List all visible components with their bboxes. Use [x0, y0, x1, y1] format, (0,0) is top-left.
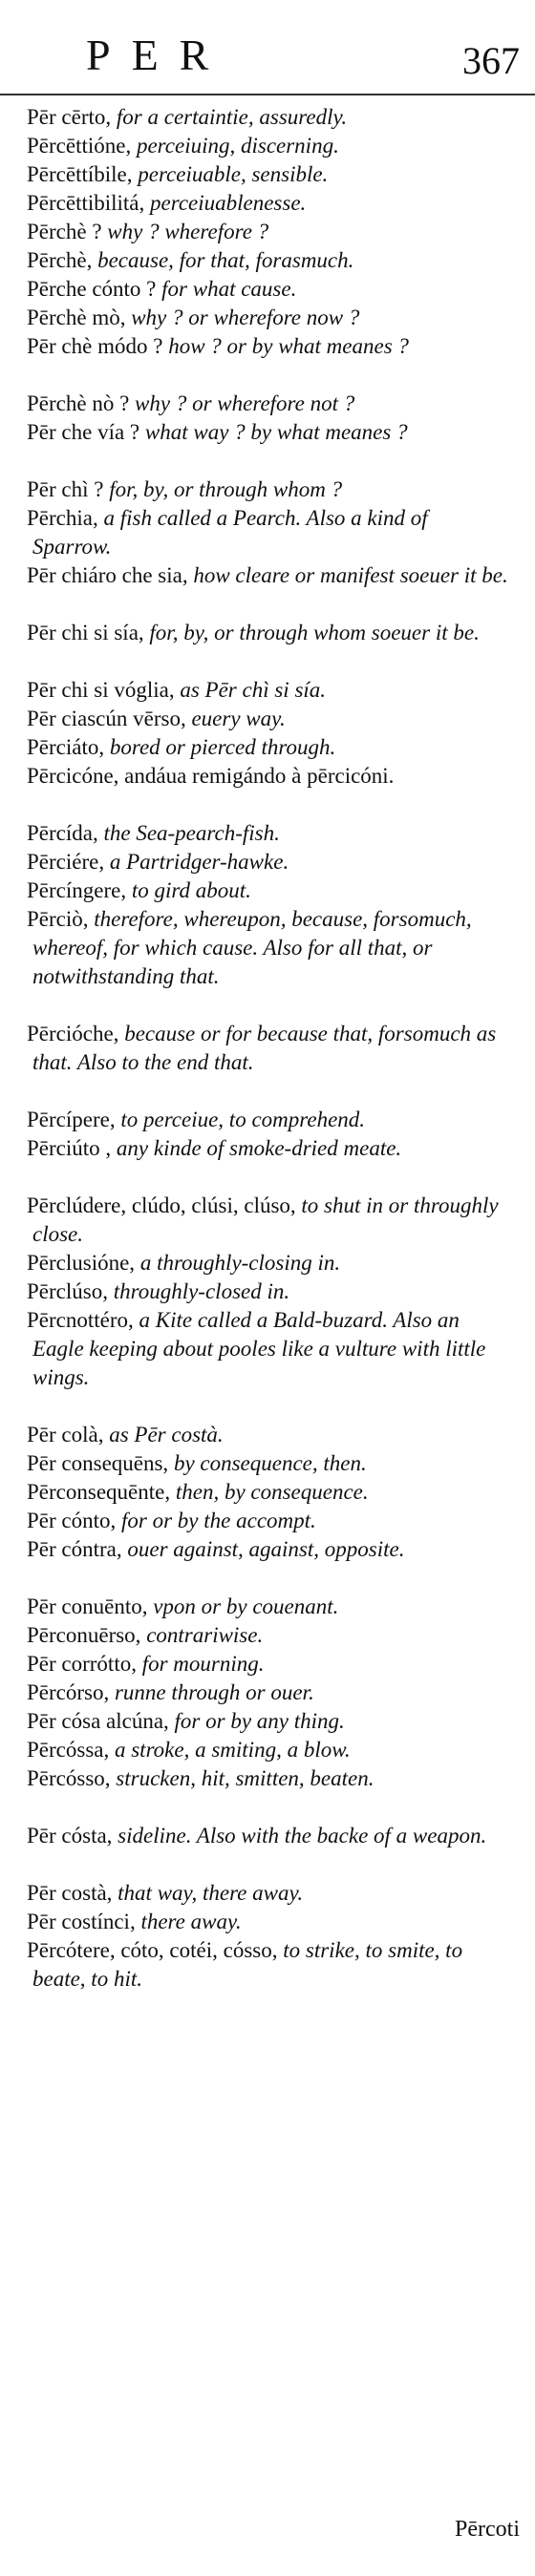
headword: Pērcēttibilitá, [27, 191, 151, 215]
gloss: to strike, to smite, to beate, to hit. [32, 1938, 463, 1991]
gloss: for or by the accompt. [121, 1509, 316, 1532]
gloss: a throughly-closing in. [139, 1251, 341, 1275]
catchword: Pērcoti [455, 2517, 520, 2542]
gloss: euery way. [191, 707, 286, 730]
dictionary-entry [27, 418, 510, 447]
dictionary-entry [27, 876, 510, 905]
headword: Pērcióche, [27, 1022, 125, 1045]
dictionary-entry [27, 561, 510, 590]
dictionary-entry [27, 819, 510, 848]
headword: Pēr che vía ? [27, 420, 145, 444]
dictionary-entry [27, 132, 510, 160]
headword: Pēr cērto, [27, 105, 117, 129]
gloss: why ? or wherefore now ? [131, 306, 360, 329]
dictionary-entry [27, 1879, 510, 1908]
dictionary-entry [27, 705, 510, 733]
gloss: there away. [140, 1910, 242, 1933]
gloss: why ? wherefore ? [107, 220, 269, 243]
dictionary-entry [27, 1621, 510, 1650]
dictionary-entry [27, 332, 510, 361]
gloss: vpon or by couenant. [153, 1594, 339, 1618]
headword: Pērchè ? [27, 220, 108, 243]
headword: Pērcótere, cóto, cotéi, cósso, [27, 1938, 284, 1962]
gloss: how cleare or manifest soeuer it be. [193, 563, 508, 587]
dictionary-entry [27, 848, 510, 876]
gloss: the Sea-pearch-fish. [103, 821, 280, 845]
dictionary-entry [27, 504, 510, 561]
headword: Pēr ciascún vērso, [27, 707, 192, 730]
dictionary-entry [27, 676, 510, 705]
gloss: because or for because that, forsomuch as that. Also to the end that. [32, 1022, 497, 1074]
headword: Pērciò, [27, 907, 95, 931]
dictionary-entry [27, 1478, 510, 1507]
dictionary-entry [27, 1535, 510, 1564]
headword: Pēr colà, [27, 1423, 110, 1446]
headword: Pērchia, [27, 506, 104, 530]
dictionary-entry [27, 218, 510, 246]
dictionary-entry [27, 1421, 510, 1449]
dictionary-entry [27, 1449, 510, 1478]
dictionary-entry [27, 275, 510, 304]
dictionary-entry [27, 762, 510, 791]
gloss: ouer against, against, opposite. [127, 1537, 405, 1561]
dictionary-entry [27, 390, 510, 418]
dictionary-entry [27, 1908, 510, 1936]
headword: Pēr cósa alcúna, [27, 1709, 175, 1733]
headword: Pērcórso, [27, 1680, 115, 1704]
headword: Pēr chì ? [27, 477, 110, 501]
gloss: how ? or by what meanes ? [168, 334, 409, 358]
gloss: perceiuable, sensible. [138, 162, 329, 186]
gloss: why ? or wherefore not ? [135, 391, 355, 415]
gloss: that way, there away. [118, 1881, 304, 1905]
headword: Pērclúdere, clúdo, clúsi, clúso, [27, 1193, 302, 1217]
headword: Pērciáto, [27, 735, 110, 759]
headword: Pērchè, [27, 248, 98, 272]
gloss: for, by, or through whom soeuer it be. [149, 621, 480, 644]
headword: Pēr consequēns, [27, 1451, 174, 1475]
gloss: sideline. Also with the backe of a weapon. [118, 1824, 487, 1848]
headword: Pēr chiáro che sia, [27, 563, 194, 587]
gloss: bored or pierced through. [109, 735, 336, 759]
gloss: perceiuing, discerning. [136, 134, 339, 158]
headword: Pēr cósta, [27, 1824, 118, 1848]
dictionary-entry [27, 160, 510, 189]
dictionary-entry [27, 189, 510, 218]
dictionary-entry [27, 905, 510, 991]
page-header [0, 27, 535, 84]
headword: Pēr costínci, [27, 1910, 141, 1933]
headword: Pērclusióne, [27, 1251, 140, 1275]
dictionary-entry [27, 304, 510, 332]
gloss: for, by, or through whom ? [109, 477, 343, 501]
headword: Pērcicóne, andáua remigándo à pērcicóni. [27, 764, 395, 788]
dictionary-entry [27, 1707, 510, 1736]
dictionary-entry [27, 1764, 510, 1793]
dictionary-entry [27, 619, 510, 647]
headword: Pēr cóntra, [27, 1537, 128, 1561]
gloss: throughly-closed in. [113, 1279, 290, 1303]
dictionary-entry [27, 1822, 510, 1850]
dictionary-entry [27, 1736, 510, 1764]
headword: Pērchè nò ? [27, 391, 136, 415]
gloss: runne through or ouer. [114, 1680, 314, 1704]
gloss: by consequence, then. [173, 1451, 367, 1475]
gloss: a Partridger-hawke. [109, 850, 289, 874]
dictionary-entry [27, 246, 510, 275]
dictionary-entry [27, 1936, 510, 1994]
dictionary-entry [27, 1134, 510, 1163]
headword: Pēr costà, [27, 1881, 118, 1905]
dictionary-entry [27, 1306, 510, 1392]
gloss: as Pēr chì si sía. [180, 678, 327, 702]
running-head: PER [86, 31, 230, 79]
gloss: as Pēr costà. [109, 1423, 224, 1446]
headword: Pēr chi si vóglia, [27, 678, 181, 702]
headword: Pērcípere, [27, 1108, 121, 1131]
page-number: 367 [462, 39, 520, 82]
headword: Pērcēttióne, [27, 134, 137, 158]
headword: Pēr corrótto, [27, 1652, 142, 1676]
gloss: a Kite called a Bald-buzard. Also an Eagle keeping about pooles like a vulture with little wings. [32, 1308, 486, 1389]
gloss: to perceiue, to comprehend. [120, 1108, 366, 1131]
dictionary-entry [27, 1679, 510, 1707]
gloss: a stroke, a smiting, a blow. [114, 1738, 351, 1762]
gloss: to gird about. [131, 878, 251, 902]
gloss: therefore, whereupon, because, forsomuch, whereof, for which cause. Also for all that, or notwithstanding that. [32, 907, 472, 988]
gloss: strucken, hit, smitten, beaten. [116, 1766, 374, 1790]
gloss: because, for that, forasmuch. [97, 248, 354, 272]
gloss: then, by consequence. [175, 1480, 369, 1504]
gloss: for or by any thing. [174, 1709, 345, 1733]
headword: Pērchè mò, [27, 306, 132, 329]
headword: Pērcída, [27, 821, 104, 845]
gloss: to shut in or throughly close. [32, 1193, 499, 1246]
gloss: for what cause. [161, 277, 297, 301]
headword: Pēr cónto, [27, 1509, 122, 1532]
gloss: for mourning. [141, 1652, 265, 1676]
headword: Pērcnottéro, [27, 1308, 139, 1332]
headword: Pēr chi si sía, [27, 621, 150, 644]
dictionary-entry [27, 1650, 510, 1679]
dictionary-entry [27, 1507, 510, 1535]
dictionary-entry [27, 1020, 510, 1077]
gloss: a fish called a Pearch. Also a kind of Sparrow. [32, 506, 428, 559]
gloss: any kinde of smoke-dried meate. [116, 1136, 402, 1160]
headword: Pērciére, [27, 850, 110, 874]
headword: Pērche cónto ? [27, 277, 162, 301]
headword: Pērconuērso, [27, 1623, 147, 1647]
dictionary-entry [27, 1106, 510, 1134]
dictionary-entry [27, 1192, 510, 1249]
headword: Pēr chè módo ? [27, 334, 169, 358]
headword: Pērciúto , [27, 1136, 117, 1160]
dictionary-entry [27, 103, 510, 132]
gloss: contrariwise. [146, 1623, 264, 1647]
gloss: perceiuablenesse. [150, 191, 307, 215]
headword: Pēr conuēnto, [27, 1594, 154, 1618]
headword: Pērcíngere, [27, 878, 132, 902]
dictionary-entry [27, 1593, 510, 1621]
dictionary-entry [27, 1249, 510, 1277]
headword: Pērcósso, [27, 1766, 117, 1790]
gloss: what way ? by what meanes ? [144, 420, 408, 444]
dictionary-entry [27, 1277, 510, 1306]
headword: Pērcēttíbile, [27, 162, 139, 186]
headword: Pērconsequēnte, [27, 1480, 176, 1504]
dictionary-entry [27, 733, 510, 762]
gloss: for a certaintie, assuredly. [116, 105, 348, 129]
header-rule [0, 94, 535, 95]
dictionary-entry [27, 475, 510, 504]
headword: Pērclúso, [27, 1279, 114, 1303]
headword: Pērcóssa, [27, 1738, 115, 1762]
